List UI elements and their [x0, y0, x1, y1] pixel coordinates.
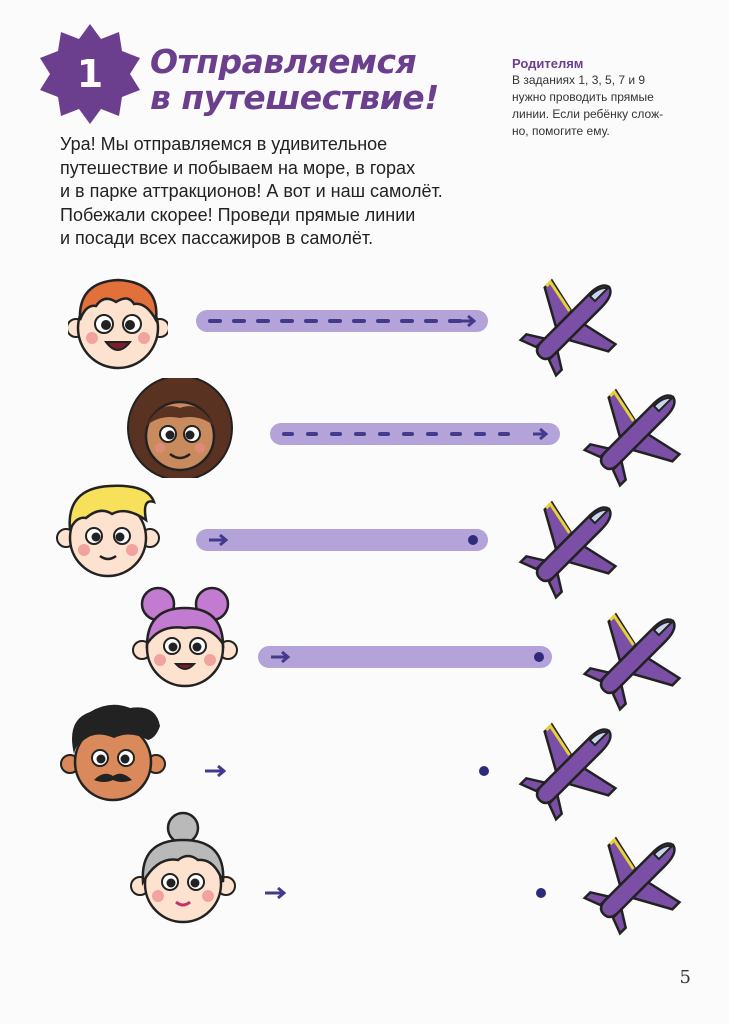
arrow-right-icon: [460, 314, 476, 328]
arrow-right-icon: [264, 886, 286, 900]
passenger-girl-pink-buns[interactable]: [130, 584, 240, 692]
guide-lane[interactable]: [258, 646, 552, 668]
parents-line: В заданиях 1, 3, 5, 7 и 9: [512, 73, 646, 87]
plane-icon[interactable]: [518, 490, 628, 600]
guide-lane[interactable]: [270, 423, 560, 445]
passenger-boy-red-hair[interactable]: [68, 272, 168, 372]
page-title: [150, 44, 439, 116]
guide-lane[interactable]: [196, 310, 488, 332]
intro-line: и в парке аттракционов! А вот и наш самолёт.: [60, 181, 443, 201]
passenger-girl-curly-hair[interactable]: [120, 378, 240, 478]
end-dot[interactable]: [479, 766, 489, 776]
arrow-right-icon: [532, 427, 548, 441]
intro-text: [60, 133, 500, 251]
end-dot[interactable]: [536, 888, 546, 898]
intro-line: Побежали скорее! Проведи прямые линии: [60, 204, 416, 225]
passenger-man-mustache[interactable]: [60, 700, 166, 804]
guide-lane[interactable]: [196, 529, 488, 551]
parents-line: линии. Если ребёнку слож-: [512, 107, 664, 121]
arrow-right-icon: [204, 764, 226, 778]
exercise-number: 1: [76, 52, 104, 96]
parents-note: [512, 55, 722, 140]
arrow-right-icon: [208, 533, 228, 547]
plane-icon[interactable]: [582, 826, 692, 936]
plane-icon[interactable]: [518, 268, 628, 378]
title-line: в путешествие!: [150, 78, 439, 117]
arrow-right-icon: [270, 650, 290, 664]
intro-line: Ура! Мы отправляемся в удивительное: [60, 134, 388, 154]
passenger-grandmother[interactable]: [128, 810, 238, 930]
plane-icon[interactable]: [518, 712, 628, 822]
title-line: Отправляемся: [150, 42, 417, 81]
page-number: 5: [679, 967, 691, 988]
end-dot: [468, 535, 478, 545]
parents-line: нужно проводить прямые: [512, 90, 654, 104]
intro-line: и посади всех пассажиров в самолёт.: [60, 228, 374, 248]
passenger-boy-blond-hair[interactable]: [56, 480, 160, 580]
plane-icon[interactable]: [582, 378, 692, 488]
plane-icon[interactable]: [582, 602, 692, 712]
parents-heading: Родителям: [512, 56, 584, 71]
end-dot: [534, 652, 544, 662]
parents-line: но, помогите ему.: [512, 124, 610, 138]
intro-line: путешествие и побываем на море, в горах: [60, 157, 416, 178]
